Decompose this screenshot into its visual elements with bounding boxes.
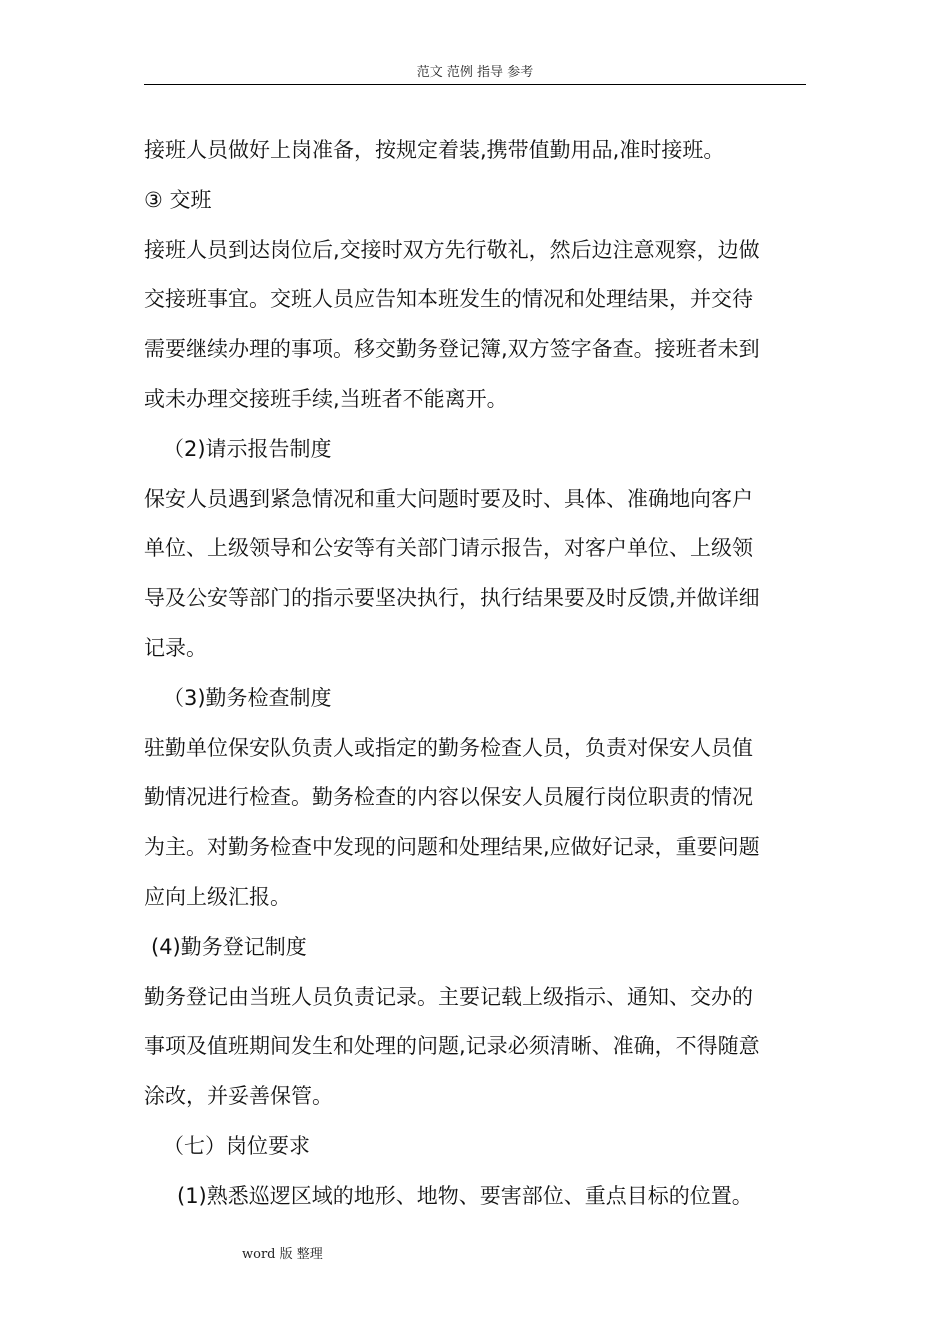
text-line: 接班人员到达岗位后,交接时双方先行敬礼，然后边注意观察，边做 [144, 237, 760, 262]
text-line: 事项及值班期间发生和处理的问题,记录必须清晰、准确，不得随意 [144, 1034, 760, 1059]
section-heading-post-requirements: （七）岗位要求 [163, 1133, 310, 1158]
text-line: 涂改，并妥善保管。 [144, 1084, 333, 1109]
text-line: 应向上级汇报。 [144, 884, 291, 909]
text-line: 交接班事宜。交班人员应告知本班发生的情况和处理结果，并交待 [144, 287, 753, 312]
text-line: 接班人员做好上岗准备，按规定着装,携带值勤用品,准时接班。 [144, 138, 725, 162]
text-line: 或未办理交接班手续,当班者不能离开。 [144, 386, 508, 411]
page-footer: word 版 整理 [242, 1247, 323, 1262]
document-body [144, 126, 808, 1222]
text-line: 保安人员遇到紧急情况和重大问题时要及时、具体、准确地向客户 [144, 486, 753, 511]
section-heading-report-system: （2)请示报告制度 [163, 436, 332, 461]
section-heading-inspection-system: （3)勤务检查制度 [163, 685, 332, 710]
section-heading-handover: ③ 交班 [144, 187, 212, 212]
text-line: 勤务登记由当班人员负责记录。主要记载上级指示、通知、交办的 [144, 984, 753, 1009]
text-line: 记录。 [144, 635, 207, 660]
text-line: 需要继续办理的事项。移交勤务登记簿,双方签字备查。接班者未到 [144, 337, 760, 362]
page-header: 范文 范例 指导 参考 [144, 62, 806, 85]
text-line: 勤情况进行检查。勤务检查的内容以保安人员履行岗位职责的情况 [144, 785, 753, 810]
text-line: 单位、上级领导和公安等有关部门请示报告，对客户单位、上级领 [144, 536, 753, 561]
list-item: (1)熟悉巡逻区域的地形、地物、要害部位、重点目标的位置。 [177, 1183, 753, 1208]
text-line: 导及公安等部门的指示要坚决执行，执行结果要及时反馈,并做详细 [144, 586, 760, 611]
text-line: 为主。对勤务检查中发现的问题和处理结果,应做好记录，重要问题 [144, 835, 760, 860]
text-line: 驻勤单位保安队负责人或指定的勤务检查人员，负责对保安人员值 [144, 735, 753, 760]
section-heading-registration-system: (4)勤务登记制度 [151, 934, 307, 959]
